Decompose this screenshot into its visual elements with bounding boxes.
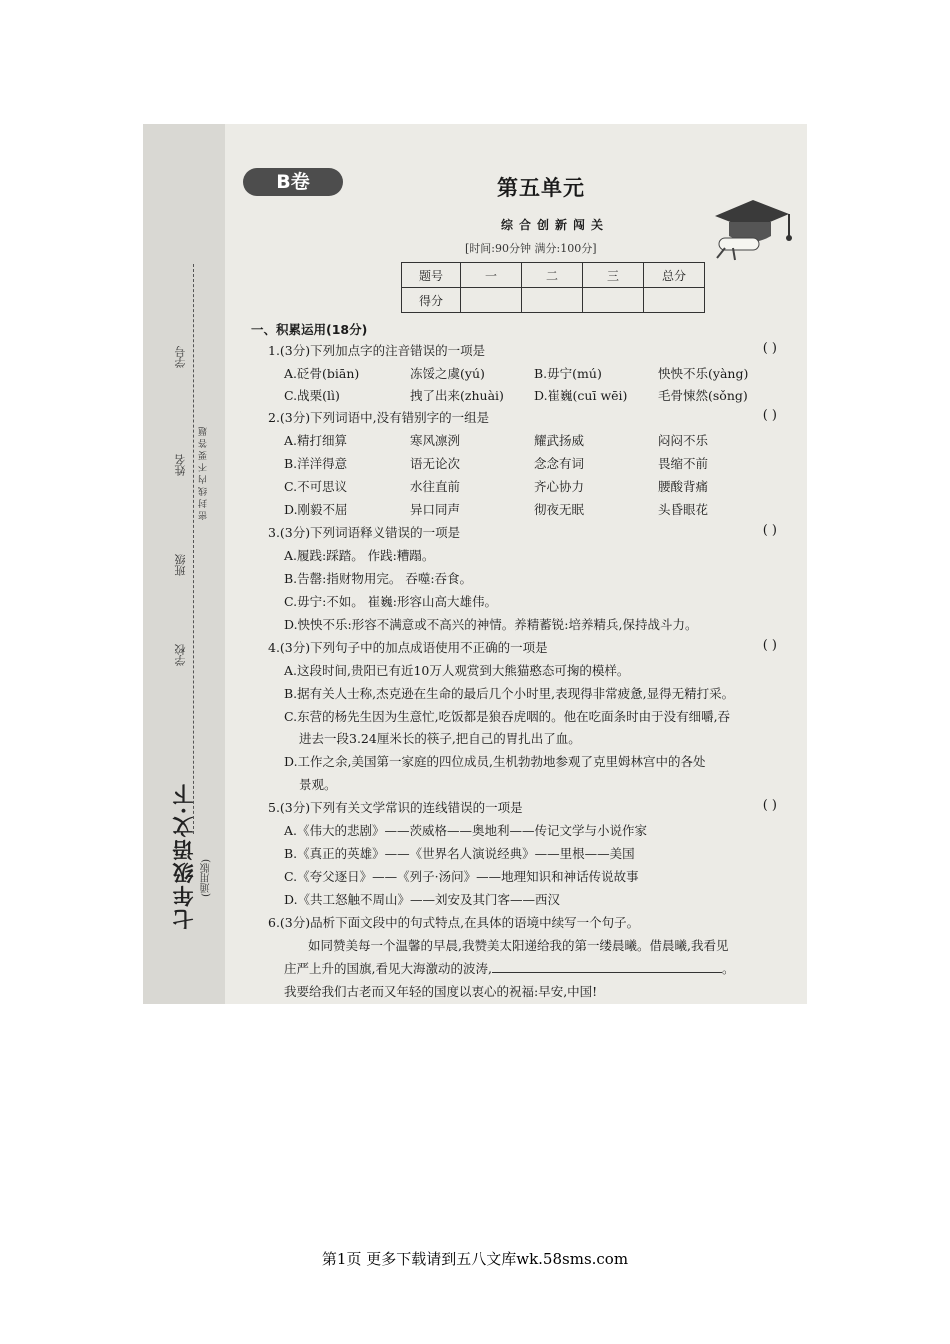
seal-line	[193, 264, 208, 834]
list-item: 耀武扬威	[534, 433, 585, 448]
graduation-cap-icon	[705, 192, 795, 262]
table-cell: 题号	[402, 263, 461, 288]
option-c: C.战栗(lì)	[284, 388, 340, 403]
list-item: 彻夜无眠	[534, 502, 585, 517]
answer-paren[interactable]: ( )	[762, 798, 777, 813]
table-cell: 总分	[644, 263, 705, 288]
score-table	[401, 262, 705, 313]
class-label: 班级	[174, 554, 187, 576]
option-c-2: 拽了出来(zhuài)	[410, 388, 504, 403]
paper-badge: B卷	[243, 168, 343, 196]
grade-title: 七年级语文·下	[171, 782, 196, 930]
number-label: 学号	[174, 346, 187, 368]
list-item: 畏缩不前	[658, 456, 709, 471]
section-title: 一、积累运用(18分)	[251, 322, 368, 337]
school-field	[173, 644, 189, 666]
answer-paren[interactable]: ( )	[762, 638, 777, 653]
unit-title: 第五单元	[497, 175, 585, 200]
question-4-option-a: A.这段时间,贵阳已有近10万人观赏到大熊猫憨态可掬的模样。	[284, 663, 630, 678]
question-4-option-b: B.据有关人士称,杰克逊在生命的最后几个小时里,表现得非常疲惫,显得无精打采。	[284, 686, 735, 701]
answer-paren[interactable]: ( )	[762, 408, 777, 423]
scanned-exam-page	[143, 124, 807, 1004]
question-1-stem: 1.(3分)下列加点字的注音错误的一项是	[268, 343, 486, 358]
passage-period: 。	[721, 961, 735, 976]
table-cell: 二	[522, 263, 583, 288]
question-4-option-c: C.东营的杨先生因为生意忙,吃饭都是狼吞虎咽的。他在吃面条时由于没有细嚼,吞	[284, 709, 731, 724]
list-item: 异口同声	[410, 502, 461, 517]
score-input-cell[interactable]	[583, 288, 644, 313]
question-5-option-a: A.《伟大的悲剧》——茨威格——奥地利——传记文学与小说作家	[284, 823, 648, 838]
table-cell: 得分	[402, 288, 461, 313]
list-item: 寒风凛洌	[410, 433, 461, 448]
answer-blank[interactable]	[492, 961, 722, 973]
question-6-passage-line-2	[284, 959, 734, 977]
question-5-stem: 5.(3分)下列有关文学常识的连线错误的一项是	[268, 800, 523, 815]
list-item: D.刚毅不屈	[284, 502, 348, 517]
list-item: 齐心协力	[534, 479, 585, 494]
question-6-passage-line-1: 如同赞美每一个温馨的早晨,我赞美太阳递给我的第一缕晨曦。借晨曦,我看见	[308, 938, 729, 953]
question-3-option-d: D.怏怏不乐:形容不满意或不高兴的神情。养精蓄锐:培养精兵,保持战斗力。	[284, 617, 698, 632]
name-field	[173, 454, 189, 476]
list-item: B.洋洋得意	[284, 456, 348, 471]
answer-paren[interactable]: ( )	[762, 523, 777, 538]
table-cell: 一	[461, 263, 522, 288]
question-3-option-a: A.履践:踩踏。 作践:糟蹋。	[284, 548, 435, 563]
question-3-option-c: C.毋宁:不如。 崔巍:形容山高大雄伟。	[284, 594, 497, 609]
list-item: C.不可思议	[284, 479, 348, 494]
question-4-option-d: D.工作之余,美国第一家庭的四位成员,生机勃勃地参观了克里姆林宫中的各处	[284, 754, 706, 769]
school-label: 学校	[174, 644, 187, 666]
question-4-option-c-cont: 进去一段3.24厘米长的筷子,把自己的胃扎出了血。	[299, 731, 581, 746]
question-6-passage-line-3: 我要给我们古老而又年轻的国度以衷心的祝福:早安,中国!	[284, 984, 598, 999]
unit-subtitle: 综合创新闯关	[501, 218, 610, 232]
list-item: A.精打细算	[284, 433, 348, 448]
question-5-option-c: C.《夸父逐日》——《列子·汤问》——地理知识和神话传说故事	[284, 869, 639, 884]
score-input-cell[interactable]	[644, 288, 705, 313]
list-item: 腰酸背痛	[658, 479, 709, 494]
question-3-option-b: B.告罄:指财物用完。 吞噬:吞食。	[284, 571, 473, 586]
score-table-header-row	[402, 263, 705, 288]
score-table-score-row	[402, 288, 705, 313]
list-item: 水往直前	[410, 479, 461, 494]
question-6-stem: 6.(3分)品析下面文段中的句式特点,在具体的语境中续写一个句子。	[268, 915, 640, 930]
score-input-cell[interactable]	[522, 288, 583, 313]
list-item: 闷闷不乐	[658, 433, 709, 448]
list-item: 语无论次	[410, 456, 461, 471]
binding-strip	[143, 124, 225, 1004]
list-item: 头昏眼花	[658, 502, 709, 517]
score-input-cell[interactable]	[461, 288, 522, 313]
question-3-stem: 3.(3分)下列词语释义错误的一项是	[268, 525, 461, 540]
option-d-2: 毛骨悚然(sǒng)	[658, 388, 748, 403]
option-a: A.砭骨(biān)	[284, 366, 360, 381]
edition-label: (通用版)	[201, 859, 212, 897]
question-5-option-b: B.《真正的英雄》——《世界名人演说经典》——里根——美国	[284, 846, 635, 861]
class-field	[173, 554, 189, 576]
name-label: 姓名	[174, 454, 187, 476]
time-score-info: [时间:90分钟 满分:100分]	[465, 242, 597, 255]
passage-text: 庄严上升的国旗,看见大海激动的波涛,	[284, 961, 492, 976]
table-cell: 三	[583, 263, 644, 288]
question-4-stem: 4.(3分)下列句子中的加点成语使用不正确的一项是	[268, 640, 548, 655]
page-footer: 第1页 更多下载请到五八文库wk.58sms.com	[321, 1250, 629, 1268]
option-b: B.毋宁(mú)	[534, 366, 602, 381]
number-field	[173, 346, 189, 368]
seal-note: 密封线内不要答题	[199, 424, 209, 520]
option-d: D.崔巍(cuī wēi)	[534, 388, 628, 403]
option-b-2: 怏怏不乐(yàng)	[658, 366, 749, 381]
question-4-option-d-cont: 景观。	[299, 777, 337, 792]
answer-paren[interactable]: ( )	[762, 341, 777, 356]
question-5-option-d: D.《共工怒触不周山》——刘安及其门客——西汉	[284, 892, 561, 907]
option-a-2: 冻馁之虞(yú)	[410, 366, 485, 381]
question-2-stem: 2.(3分)下列词语中,没有错别字的一组是	[268, 410, 490, 425]
list-item: 念念有词	[534, 456, 585, 471]
